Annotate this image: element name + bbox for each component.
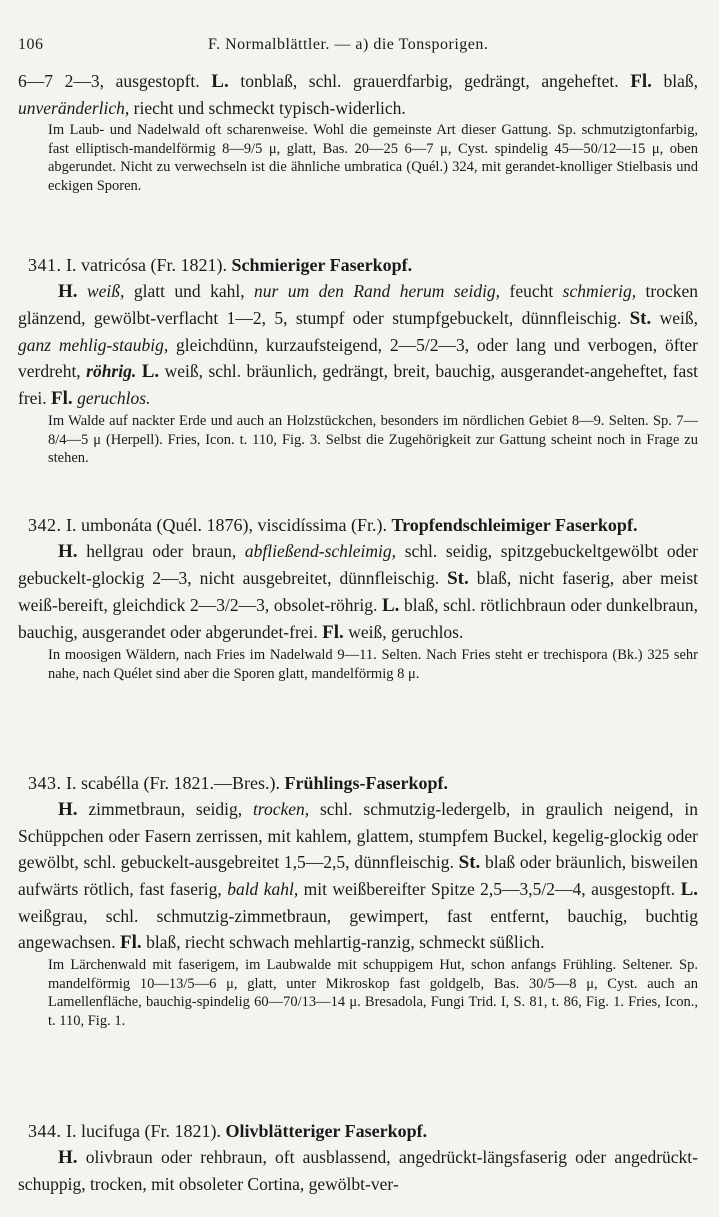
entry-description: H. olivbraun oder rehbraun, oft ausblassend, angedrückt-längsfaserig oder angedrückt-schuppig, trocken, mit obsoleter Cortina, gewölbt-ver- — [18, 1147, 698, 1194]
entry-description: H. weiß, glatt und kahl, nur um den Rand herum seidig, feucht schmierig, trocken glänzend, gewölbt-verflacht 1—2, 5, stumpf oder stumpfgebuckelt, dünnfleischig. St. weiß, ganz mehlig-staubig, gleichdünn, kurzaufsteigend, 2—5/2—3, oder lang und verbogen, öfter verdreht, röhrig. L. weiß, schl. bräunlich, gedrängt, breit, bauchig, ausgerandet-angeheftet, fast frei. Fl. geruchlos. — [18, 281, 699, 409]
entry-description: H. zimmetbraun, seidig, trocken, schl. schmutzig-ledergelb, in graulich neigend, in Schüppchen oder Fasern zerrissen, mit kahlem, glattem, stumpfem Buckel, kegelig-glockig oder gewölbt, schl. gebuckelt-ausgebreitet 1,5—2,5, dünnfleischig. St. blaß oder bräunlich, bisweilen aufwärts rötlich, fast faserig, bald kahl, mit weißbereifter Spitze 2,5—3,5/2—4, ausgestopft. L. weißgrau, schl. schmutzig-zimmetbraun, gewimpert, fast entfernt, bauchig, buchtig angewachsen. Fl. blaß, riecht schwach mehlartig-ranzig, schmeckt süßlich. — [18, 799, 699, 953]
entry-description: H. hellgrau oder braun, abfließend-schleimig, schl. seidig, spitzgebuckeltgewölbt oder gebuckelt-glockig 2—3, nicht ausgebreitet, dünnfleischig. St. blaß, nicht faserig, aber meist weiß-bereift, gleichdick 2—3/2—3, obsolet-röhrig. L. blaß, schl. rötlichbraun oder dunkelbraun, bauchig, ausgerandet oder abgerundet-frei. Fl. weiß, geruchlos. — [18, 541, 699, 643]
intro-continuation — [18, 68, 698, 195]
entry-note: Im Lärchenwald mit faserigem, im Laubwalde mit schuppigem Hut, schon anfangs Frühling. Seltener. Sp. mandelförmig 10—13/5—6 μ, glatt, unter Mikroskop fast goldgelb, Bas. 30/5—8 μ, Cyst. auch an Lamellenfläche, bauchig-spindelig 60—70/13—14 μ. Bresadola, Fungi Trid. I, S. 81, t. 86, Fig. 1. Fries, Icon., t. 110, Fig. 1. — [48, 957, 698, 1029]
entry-title: 341. I. vatricósa (Fr. 1821). Schmieriger Faserkopf. — [28, 255, 413, 275]
intro-description: 6—7 2—3, ausgestopft. L. tonblaß, schl. grauerdfarbig, gedrängt, angeheftet. Fl. blaß, unveränderlich, riecht und schmeckt typisch-widerlich. — [18, 71, 698, 118]
intro-note: Im Laub- und Nadelwald oft scharenweise. Wohl die gemeinste Art dieser Gattung. Sp. schmutzigtonfarbig, fast elliptisch-mandelförmig 8—9/5 μ, glatt, Bas. 20—25 6—7 μ, Cyst. spindelig 45—50/12—15 μ, oben abgerundet. Nicht zu verwechseln ist die ähnliche umbratica (Quél.) 324, mit gerandet-knolliger Stielbasis und eckigen Sporen. — [48, 122, 698, 194]
running-title: F. Normalblättler. — a) die Tonsporigen. — [208, 36, 489, 53]
entry-note: In moosigen Wäldern, nach Fries im Nadelwald 9—11. Selten. Nach Fries steht er trechispora (Bk.) 325 sehr nahe, nach Quélet sind aber die Sporen glatt, mandelförmig 8 μ. — [48, 647, 698, 682]
entry-note: Im Walde auf nackter Erde und auch an Holzstückchen, besonders im nördlichen Gebiet 8—9. Selten. Sp. 7—8/4—5 μ (Herpell). Fries, Icon. t. 110, Fig. 3. Selbst die Zugehörigkeit zur Gattung scheint noch in Frage zu stehen. — [48, 413, 698, 466]
entry-344 — [18, 1118, 698, 1197]
page-number: 106 — [18, 36, 44, 53]
entry-title: 342. I. umbonáta (Quél. 1876), viscidíssima (Fr.). Tropfendschleimiger Faserkopf. — [28, 515, 638, 535]
entry-title: 344. I. lucifuga (Fr. 1821). Olivblätteriger Faserkopf. — [28, 1121, 428, 1141]
entry-343 — [18, 770, 698, 1030]
entry-342 — [18, 512, 698, 683]
entry-341 — [18, 252, 698, 468]
entry-title: 343. I. scabélla (Fr. 1821.—Bres.). Frühlings-Faserkopf. — [28, 773, 448, 793]
page-header — [18, 36, 679, 58]
